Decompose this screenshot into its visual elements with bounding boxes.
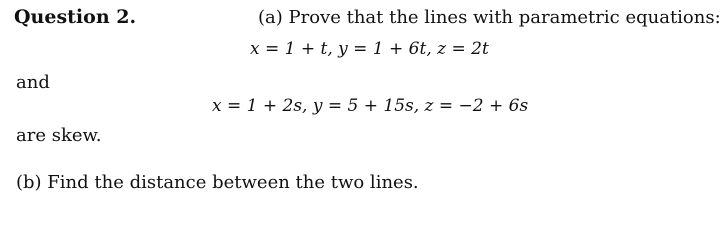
are-skew-text: are skew. bbox=[16, 125, 102, 146]
part-b-prompt: (b) Find the distance between the two lines. bbox=[16, 172, 419, 193]
line1-parametric-equation bbox=[250, 39, 489, 59]
line2-parametric-equation bbox=[212, 96, 528, 116]
line2-equation-text: x = 1 + 2s, y = 5 + 15s, z = −2 + 6s bbox=[212, 96, 529, 116]
part-a-prompt: (a) Prove that the lines with parametric equations: bbox=[258, 7, 721, 28]
connector-and: and bbox=[16, 72, 50, 93]
question-label: Question 2. bbox=[14, 6, 137, 28]
line1-equation-text: x = 1 + t, y = 1 + 6t, z = 2t bbox=[250, 39, 489, 59]
